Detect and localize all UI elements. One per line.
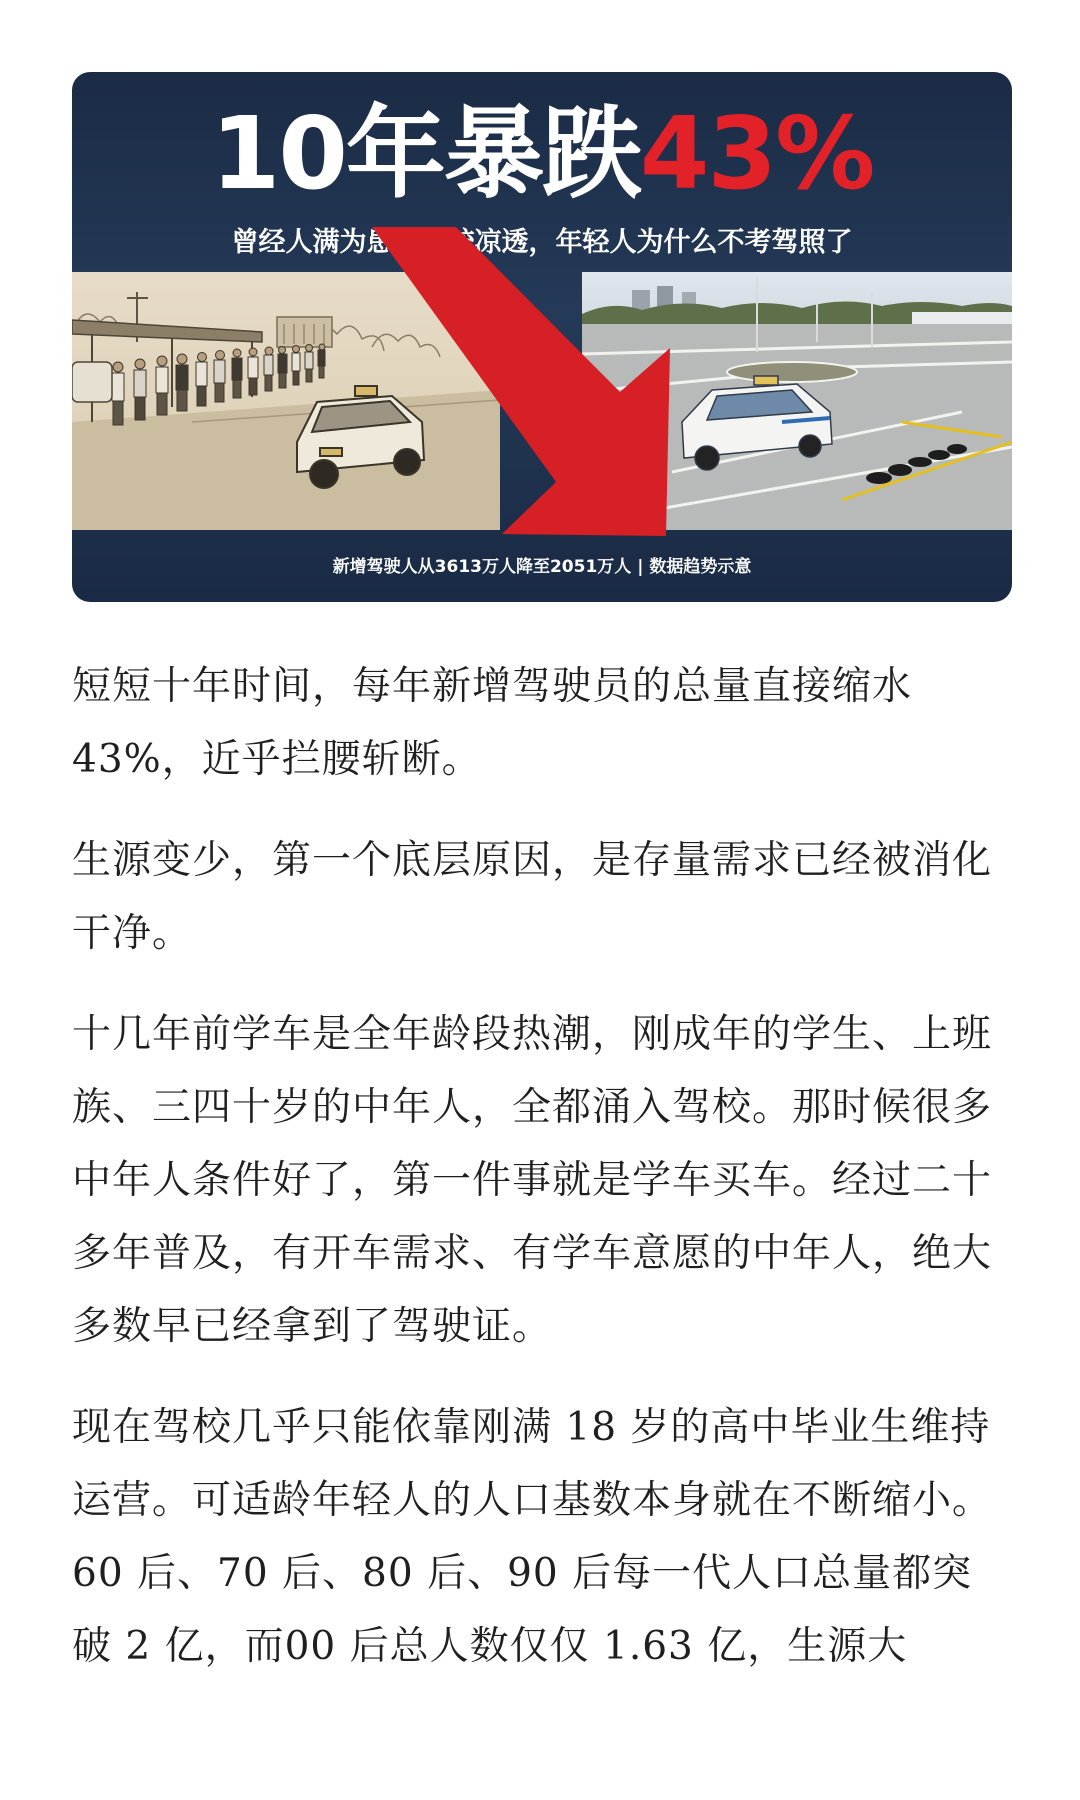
- headline-text: 10年暴跌: [210, 95, 640, 212]
- banner-caption: 新增驾驶人从3613万人降至2051万人 | 数据趋势示意: [332, 557, 752, 577]
- decline-arrow-icon: [72, 72, 1012, 602]
- article-banner-image: [72, 72, 1012, 602]
- headline-percent: 43%: [639, 95, 874, 212]
- article-paragraph: 现在驾校几乎只能依靠刚满 18 岁的高中毕业生维持运营。可适龄年轻人的人口基数本身就在不断缩小。60 后、70 后、80 后、90 后每一代人口总量都突破 2 亿，而00 后总人数仅仅 1.63 亿，生源大: [72, 1405, 993, 1669]
- banner-subtitle: 曾经人满为患的驾校凉透，年轻人为什么不考驾照了: [231, 227, 853, 258]
- article-paragraph: 短短十年时间，每年新增驾驶员的总量直接缩水43%，近乎拦腰斩断。: [72, 664, 913, 782]
- article-body: [72, 650, 1012, 1683]
- article-paragraph: 生源变少，第一个底层原因，是存量需求已经被消化干净。: [72, 838, 993, 956]
- article-paragraph: 十几年前学车是全年龄段热潮，刚成年的学生、上班族、三四十岁的中年人，全都涌入驾校。那时候很多中年人条件好了，第一件事就是学车买车。经过二十多年普及，有开车需求、有学车意愿的中年人，绝大多数早已经拿到了驾驶证。: [72, 1012, 993, 1349]
